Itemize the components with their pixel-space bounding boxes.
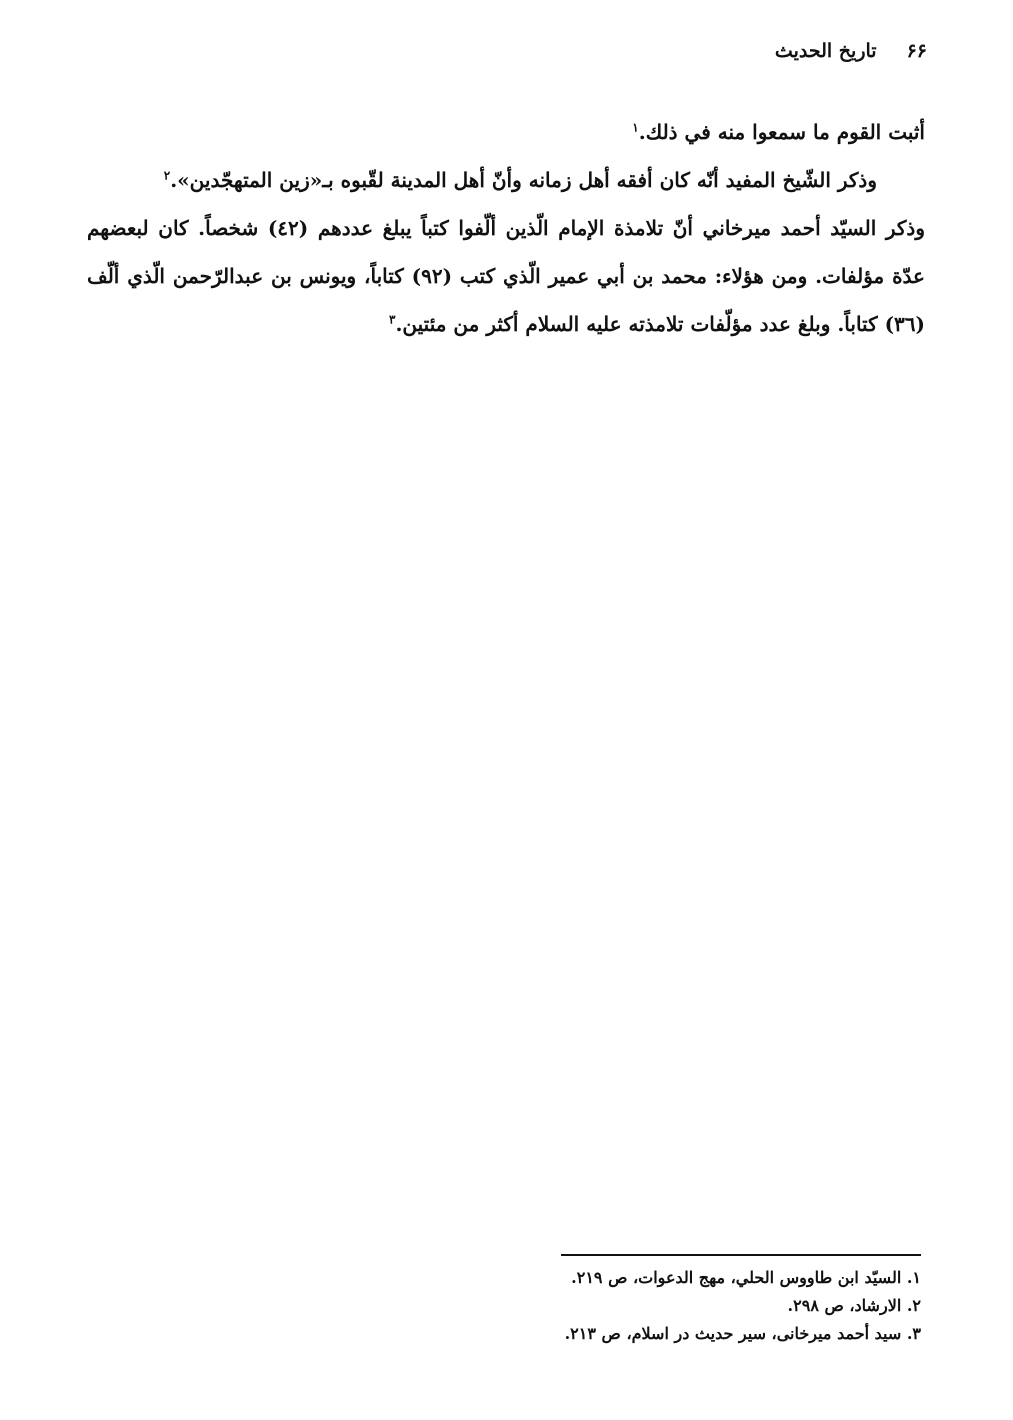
footnotes bbox=[361, 1264, 921, 1348]
page-number: ۶۶ bbox=[906, 40, 927, 62]
paragraph-1 bbox=[87, 108, 925, 156]
book-title: تاريخ الحديث bbox=[774, 40, 877, 62]
paragraph-3-text: وذكر السيّد أحمد ميرخاني أنّ تلامذة الإمام الّذين ألّفوا كتباً يبلغ عددهم (٤٢) شخصاً. كان لبعضهم عدّة مؤلفات. ومن هؤلاء: محمد بن أبي عمير الّذي كتب (٩٢) كتاباً، ويونس بن عبدالرّحمن الّذي ألّف (٣٦) كتاباً. وبلغ عدد مؤلّفات تلامذته عليه السلام أكثر من مئتين. bbox=[87, 216, 925, 336]
footnote-1: ١. السيّد ابن طاووس الحلي، مهج الدعوات، ص ٢١٩. bbox=[571, 1268, 921, 1287]
paragraph-3 bbox=[87, 204, 925, 348]
footnote-3: ٣. سيد أحمد ميرخانى، سير حديث در اسلام، ص ٢١٣. bbox=[564, 1324, 921, 1343]
paragraph-1-text: أثبت القوم ما سمعوا منه في ذلك. bbox=[638, 120, 925, 144]
running-head bbox=[775, 40, 927, 62]
paragraph-2-text: وذكر الشّيخ المفيد أنّه كان أفقه أهل زمانه وأنّ أهل المدينة لقّبوه بـ«زين المتهجّدين». bbox=[170, 168, 877, 192]
body-text bbox=[87, 108, 925, 348]
footnote-2: ٢. الارشاد، ص ٢٩٨. bbox=[787, 1296, 921, 1315]
footnote-ref-1: ۱ bbox=[632, 120, 639, 135]
footnote-ref-2: ۲ bbox=[163, 168, 171, 183]
footnote-ref-3: ۳ bbox=[389, 312, 396, 327]
paragraph-2 bbox=[87, 156, 925, 204]
footnote-divider bbox=[561, 1254, 921, 1256]
